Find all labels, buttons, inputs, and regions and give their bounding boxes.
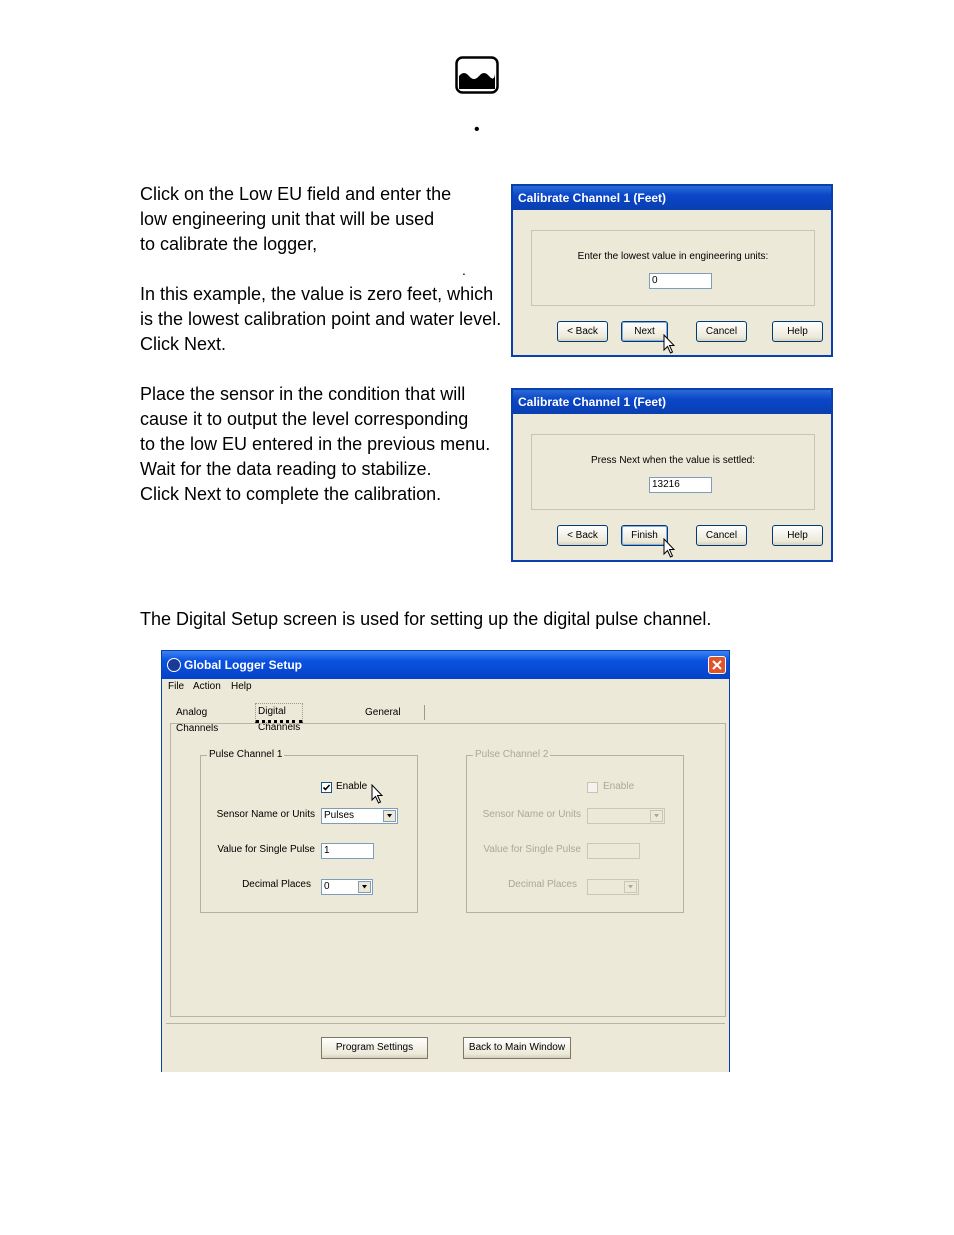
enable-checkbox-disabled[interactable]	[587, 782, 598, 793]
help-button[interactable]: Help	[772, 525, 823, 546]
calibrate-dialog-settle	[511, 388, 833, 562]
mouse-pointer-icon	[371, 784, 385, 804]
back-button[interactable]: < Back	[557, 525, 608, 546]
chevron-down-icon	[384, 811, 395, 821]
single-pulse-input[interactable]	[587, 843, 640, 859]
dropdown-button[interactable]	[650, 810, 663, 822]
program-settings-button[interactable]: Program Settings	[321, 1037, 428, 1059]
single-pulse-input[interactable]: 1	[321, 843, 374, 859]
mouse-pointer-icon	[663, 334, 677, 354]
cancel-button[interactable]: Cancel	[696, 525, 747, 546]
global-logger-setup-window	[161, 650, 730, 1072]
sensor-name-combobox[interactable]	[587, 808, 665, 824]
back-button[interactable]: < Back	[557, 321, 608, 342]
tab-divider	[424, 705, 425, 720]
window-title: Global Logger Setup	[184, 658, 303, 672]
prompt-text: Enter the lowest value in engineering units:	[577, 251, 769, 262]
menu-file[interactable]: File	[168, 681, 185, 692]
tab-analog-channels[interactable]: Analog Channels	[176, 707, 219, 734]
help-button[interactable]: Help	[772, 321, 823, 342]
menu-action[interactable]: Action	[193, 681, 221, 692]
low-eu-input[interactable]: 0	[649, 273, 712, 289]
instruction-low-eu: Click on the Low EU field and enter the low engineering unit that will be used to calibrate the logger,	[140, 184, 452, 254]
close-button[interactable]	[708, 656, 726, 674]
cancel-button[interactable]: Cancel	[696, 321, 747, 342]
sensor-name-label: Sensor Name or Units	[216, 809, 315, 820]
sensor-name-label: Sensor Name or Units	[482, 809, 581, 820]
prompt-group	[531, 434, 815, 510]
prompt-text: Press Next when the value is settled:	[591, 455, 755, 466]
sensor-name-combobox[interactable]	[321, 808, 398, 824]
pulse-channel-2-group	[466, 749, 684, 913]
pulse-channel-1-legend: Pulse Channel 1	[209, 749, 283, 760]
decimal-places-label: Decimal Places	[508, 879, 577, 890]
wave-logo-icon	[455, 56, 499, 94]
digital-setup-caption: The Digital Setup screen is used for setting up the digital pulse channel.	[140, 609, 712, 629]
stray-dot: .	[462, 262, 466, 278]
instruction-example: In this example, the value is zero feet, which is the lowest calibration point and water level. Click Next.	[140, 284, 502, 354]
sensor-name-value: Pulses	[324, 810, 355, 821]
enable-checkbox[interactable]	[321, 782, 332, 793]
enable-label: Enable	[603, 781, 635, 792]
chevron-down-icon	[359, 882, 370, 892]
next-button[interactable]: Next	[621, 321, 668, 342]
instruction-sensor: Place the sensor in the condition that will cause it to output the level corresponding to the low EU entered in the previous menu. Wait for the data reading to stabilize. Click Next to complete the calibration.	[140, 384, 491, 504]
reading-field[interactable]: 13216	[649, 477, 712, 493]
menu-help[interactable]: Help	[231, 681, 252, 692]
pulse-channel-2-legend: Pulse Channel 2	[475, 749, 549, 760]
tab-general[interactable]: General	[365, 707, 401, 718]
checkmark-icon	[322, 783, 331, 792]
prompt-group	[531, 230, 815, 306]
calibrate-dialog-low	[511, 184, 833, 357]
app-icon	[167, 658, 181, 672]
pulse-channel-1-group	[200, 749, 418, 913]
dialog-title: Calibrate Channel 1 (Feet)	[513, 390, 831, 414]
dropdown-button[interactable]	[358, 881, 371, 893]
decimal-places-label: Decimal Places	[242, 879, 311, 890]
finish-button[interactable]: Finish	[621, 525, 668, 546]
dropdown-button[interactable]	[624, 881, 637, 893]
decimal-places-combobox[interactable]	[587, 879, 639, 895]
single-pulse-label: Value for Single Pulse	[217, 844, 315, 855]
window-titlebar	[162, 651, 729, 679]
chevron-down-icon	[651, 811, 662, 821]
enable-label: Enable	[336, 781, 368, 792]
decimal-places-combobox[interactable]	[321, 879, 373, 895]
tab-digital-channels[interactable]: Digital Channels	[255, 703, 303, 723]
single-pulse-label: Value for Single Pulse	[483, 844, 581, 855]
close-icon	[712, 660, 722, 670]
decimal-places-value: 0	[324, 881, 330, 892]
chevron-down-icon	[625, 882, 636, 892]
mouse-pointer-icon	[663, 538, 677, 558]
back-to-main-window-button[interactable]: Back to Main Window	[463, 1037, 571, 1059]
menu-bar	[162, 680, 729, 696]
dialog-title: Calibrate Channel 1 (Feet)	[513, 186, 831, 210]
footer-divider	[166, 1023, 725, 1024]
dropdown-button[interactable]	[383, 810, 396, 822]
bullet: •	[474, 121, 480, 138]
